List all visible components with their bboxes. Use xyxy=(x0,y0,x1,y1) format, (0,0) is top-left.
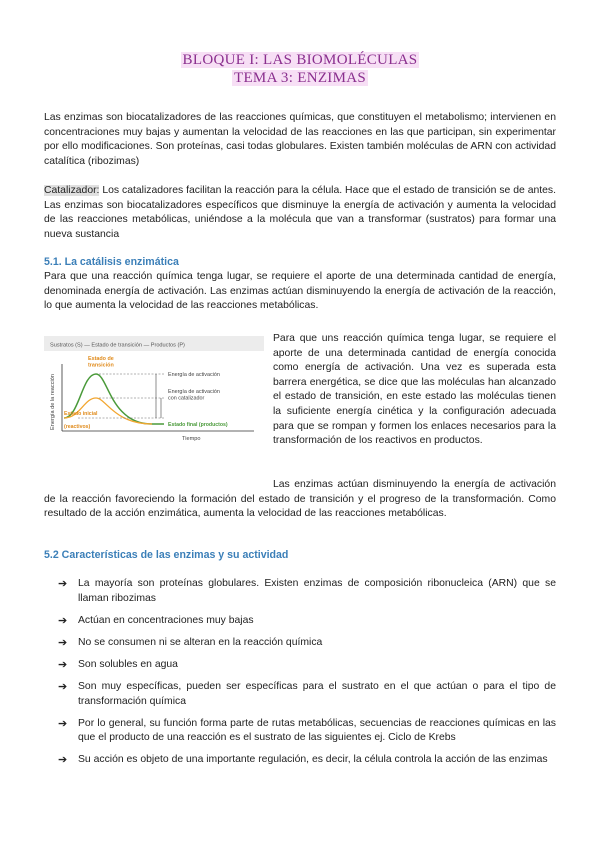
section-heading-catalisis: 5.1. La catálisis enzimática xyxy=(44,256,179,268)
arrow-icon: ➔ xyxy=(58,717,68,730)
transition-label-1: Estado de xyxy=(88,356,114,362)
section-heading-caracteristicas: 5.2 Características de las enzimas y su actividad xyxy=(44,549,289,561)
transition-label-2: transición xyxy=(88,362,114,369)
intro-paragraph: Las enzimas son biocatalizadores de las reacciones químicas, que constituyen el metabolismo; intervienen en concentraciones muy bajas y aumentan la velocidad de las reacciones en las que participan, sin experimentar por ello modificaciones. Son proteínas, casi todas globulares. Existen también moléculas de ARN con actividad catalítica (ribozimas) xyxy=(44,112,556,167)
arrow-icon: ➔ xyxy=(58,636,68,649)
y-axis-label: Energía de la reacción xyxy=(50,374,56,430)
arrow-icon: ➔ xyxy=(58,680,68,693)
initial-state-label-2: (reactivos) xyxy=(64,424,91,430)
list-item: ➔ Son solubles en agua xyxy=(58,658,178,671)
characteristics-list xyxy=(58,577,556,775)
figure-legend: Sustratos (S) — Estado de transición — Productos (P) xyxy=(50,342,185,349)
list-item: ➔ La mayoría son proteínas globulares. Existen enzimas de composición ribonucleica (ARN) que se llaman ribozimas xyxy=(58,578,556,604)
catalizador-term: Catalizador: xyxy=(44,185,100,196)
arrow-icon: ➔ xyxy=(58,614,68,627)
final-state-label: Estado final (productos) xyxy=(168,422,228,428)
arrow-icon: ➔ xyxy=(58,754,68,767)
activation-energy-figure xyxy=(44,336,264,446)
catalisis-paragraph-1: Para que una reacción química tenga lugar, se requiere el aporte de una determinada cantidad de energía, denominada energía de activación. Las enzimas actúan disminuyendo la energía de activación de la reacción, lo que aumenta la velocidad de las reacciones metabólicas. xyxy=(44,271,556,312)
list-item: ➔ Su acción es objeto de una importante regulación, es decir, la célula controla la acción de las enzimas xyxy=(58,754,548,767)
catalizador-paragraph xyxy=(44,184,556,242)
list-item: ➔ Actúan en concentraciones muy bajas xyxy=(58,614,254,627)
catalizador-text: Los catalizadores facilitan la reacción para la célula. Hace que el estado de transición se de antes. Las enzimas son biocatalizadores específicos que disminuye la energía de activación y aumenta la velocidad de las reacciones metabólicas, uniéndose a la molécula que van a transformar (sustratos) para formar una nueva sustancia xyxy=(44,185,556,240)
bloque-title: BLOQUE I: LAS BIOMOLÉCULAS xyxy=(182,52,418,68)
arrow-icon: ➔ xyxy=(58,658,68,671)
initial-state-label-1: Estado inicial xyxy=(64,411,98,417)
x-axis-label: Tiempo xyxy=(182,436,201,442)
arrow-icon: ➔ xyxy=(58,578,68,590)
catalisis-paragraph-3: Las enzimas actúan disminuyendo la energía de activación de la reacción favoreciendo la formación del estado de transición y el progreso de la transformación. Como resultado de la acción enzimática, aumenta la velocidad de las reacciones metabólicas. xyxy=(44,479,556,520)
catalisis-paragraph-2: Para que uns reacción química tenga lugar, se requiere el aporte de una determinada cantidad de energía conocida como energía de activación. Una vez es superada esta barrera energética, se dice que las moléculas han alcanzado el estado de transición, en este estado las moléculas tienen la suficiente energía cinética y la configuración adecuada para que se rompan y formen los enlaces necesarios para la transformación de los reactivos en productos. xyxy=(273,333,556,447)
activation-label: Energía de activación xyxy=(168,372,220,378)
tema-title: TEMA 3: ENZIMAS xyxy=(234,70,366,86)
activation-cat-label-1: Energía de activación xyxy=(168,389,220,395)
list-item: ➔ No se consumen ni se alteran en la reacción química xyxy=(58,636,323,649)
list-item: ➔ Por lo general, su función forma parte de rutas metabólicas, secuencias de reacciones químicas en las que el producto de una reacción es el sustrato de las siguientes ej. Ciclo de Krebs xyxy=(58,717,556,744)
list-item: ➔ Son muy específicas, pueden ser específicas para el sustrato en el que actúan o para el tipo de transformación química xyxy=(58,680,556,707)
activation-cat-label-2: con catalizador xyxy=(168,395,205,402)
